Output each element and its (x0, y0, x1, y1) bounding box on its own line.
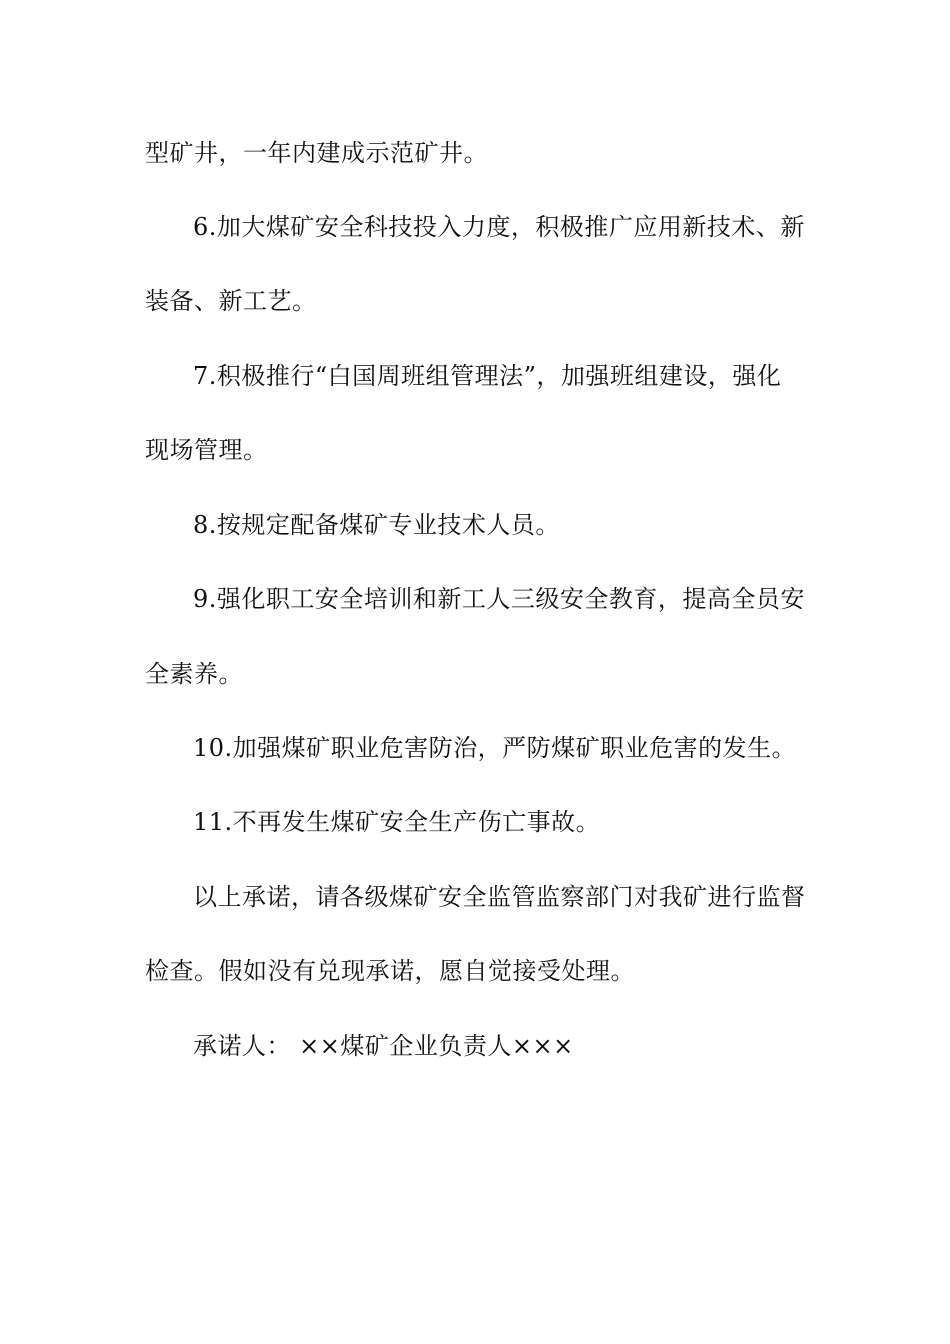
paragraph-line: 检查。假如没有兑现承诺，愿自觉接受处理。 (145, 957, 635, 985)
paragraph-line: 全素养。 (145, 660, 243, 688)
paragraph-line: 9.强化职工安全培训和新工人三级安全教育，提高全员安 (193, 585, 805, 613)
paragraph-line: 以上承诺，请各级煤矿安全监管监察部门对我矿进行监督 (193, 883, 806, 911)
paragraph-line: 8.按规定配备煤矿专业技术人员。 (193, 511, 560, 539)
paragraph-line: 10.加强煤矿职业危害防治，严防煤矿职业危害的发生。 (193, 734, 797, 762)
paragraph-line: 现场管理。 (145, 436, 268, 464)
paragraph-line: 7.积极推行“白国周班组管理法”，加强班组建设，强化 (193, 362, 782, 390)
paragraph-line: 型矿井，一年内建成示范矿井。 (145, 139, 488, 167)
signature-line: 承诺人： ××煤矿企业负责人××× (193, 1032, 574, 1060)
paragraph-line: 6.加大煤矿安全科技投入力度，积极推广应用新技术、新 (193, 213, 805, 241)
paragraph-line: 装备、新工艺。 (145, 287, 317, 315)
paragraph-line: 11.不再发生煤矿安全生产伤亡事故。 (193, 808, 601, 836)
